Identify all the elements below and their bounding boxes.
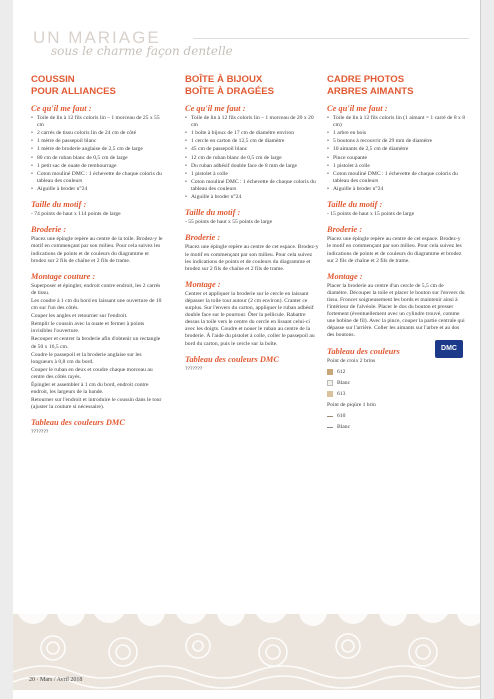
- title-line: COUSSIN: [31, 74, 75, 85]
- list-item: • 1 petit sac de ouate de rembourrage: [31, 163, 165, 170]
- column-cadre: [327, 74, 465, 435]
- list-item: • Coton mouliné DMC : 1 échevette de chaque coloris du tableau des couleurs: [327, 171, 465, 185]
- color-swatch: [327, 380, 333, 386]
- legend-heading: Point de croix 2 brins: [327, 357, 376, 364]
- materials-list: [327, 115, 465, 193]
- materials-list: [31, 115, 165, 193]
- column-coussin: [31, 74, 165, 437]
- embroidery-heading: Broderie :: [185, 233, 221, 243]
- page-spine-edge: [480, 0, 481, 699]
- magazine-page: [13, 0, 481, 699]
- materials-list: [185, 115, 319, 201]
- list-item: • 1 cercle en carton de 12,5 cm de diamètre: [185, 138, 319, 145]
- list-item: • 80 cm de ruban blanc de 0,5 cm de large: [31, 155, 165, 162]
- list-item: • Du ruban adhésif double face de 8 mm de large: [185, 163, 319, 170]
- list-item: • Coton mouliné DMC : 1 échevette de chaque coloris du tableau des couleurs: [31, 171, 165, 185]
- assembly-steps: [31, 283, 165, 412]
- step: Les coudre à 1 cm du bord en laissant une ouverture de 10 cm sur l'un des côtés.: [31, 297, 162, 312]
- embroidery-heading: Broderie :: [31, 225, 67, 235]
- title-line: ARBRES AIMANTS: [327, 85, 414, 97]
- assembly-text: Placer la broderie au centre d'un cercle de 5,5 cm de diamètre. Découper la toile et placer le bouton sur l'envers du tissu. Froncer soigneusement les bords et maintenir ainsi à l'intérieur de l'alvéole. Placer le dos du bouton et presser fortement (éventuellement avec un cylindre trouvé, comme une bobine de fil). Avec la pince, couper la partie centrale qui dépasse sur l'arrière. Coller les aimants sur l'arbre et au dos des boutons.: [327, 282, 465, 339]
- header-rule: [193, 38, 469, 39]
- embroidery-text: Placez une épingle repère au centre de cet espace. Brodez-y le motif en commençant par son milieu. Pour cela suivez les indications de points et de couleurs du diagramme et brodez sur 2 fils de chaîne et 2 fils de trame.: [185, 244, 319, 272]
- step: Couper le ruban en deux et coudre chaque morceau au centre des côtés rayés.: [31, 366, 153, 380]
- materials-heading: Ce qu'il me faut :: [185, 104, 246, 113]
- legend-code: Blanc: [337, 424, 351, 431]
- step: Recouper et centrer la broderie afin d'obtenir un rectangle de 50 x 16,5 cm.: [31, 336, 161, 350]
- color-swatch: [327, 369, 333, 375]
- list-item: • 1 boîte à bijoux de 17 cm de diamètre environ: [185, 130, 319, 137]
- page-folio: 20 · Mars / Avril 2018: [29, 677, 83, 683]
- line-swatch: [327, 416, 333, 417]
- list-item: • Aiguille à broder n°24: [327, 186, 465, 193]
- size-text: - 74 points de haut x 114 points de large: [31, 211, 121, 218]
- embroidery-text: Placez une épingle repère au centre de cet espace. Brodez-y le motif en commençant par son milieu. Pour cela suivez les indications de points et de couleurs du diagramme et brodez sur 2 fils de chaîne et 2 fils de trame.: [327, 236, 462, 264]
- step: Retourner sur l'endroit et introduire le coussin dans le tour (ajuster la couture si nécessaire).: [31, 397, 162, 411]
- title-line: POUR ALLIANCES: [31, 85, 116, 97]
- list-item: • 12 cm de ruban blanc de 0,5 cm de large: [185, 155, 319, 162]
- legend-item: [327, 369, 465, 376]
- header-title: UN MARIAGE: [33, 28, 161, 47]
- section-title: [185, 74, 319, 97]
- legend-code: Blanc: [337, 379, 351, 386]
- assembly-heading: Montage couture :: [31, 271, 96, 281]
- line-swatch: [327, 427, 333, 428]
- column-boite: [185, 74, 319, 373]
- section-title: [31, 74, 165, 97]
- color-table-text: ???????: [185, 365, 203, 372]
- materials-heading: Ce qu'il me faut :: [31, 104, 92, 113]
- step: Épingler et assembler à 1 cm du bord, endroit contre endroit, les largeurs de la bande.: [31, 382, 149, 396]
- step: Couper les angles et retourner sur l'endroit.: [31, 313, 128, 320]
- legend-heading: Point de piqûre 1 brin: [327, 402, 376, 408]
- size-heading: Taille du motif :: [327, 200, 383, 210]
- page-header: [33, 28, 473, 66]
- list-item: • Toile de lin à 12 fils coloris lin (1 aimant = 1 carré de 8 x 8 cm): [327, 115, 465, 129]
- legend-line-item: [327, 413, 465, 420]
- color-table-heading: Tableau des couleurs DMC: [185, 354, 279, 364]
- list-item: • Pince coupante: [327, 155, 465, 162]
- list-item: • 1 mètre de broderie anglaise de 2,5 cm de large: [31, 146, 165, 153]
- color-swatch: [327, 391, 333, 397]
- legend-line-item: [327, 424, 465, 431]
- list-item: • 1 mètre de passepoil blanc: [31, 138, 165, 145]
- list-item: • 10 aimants de 2,5 cm de diamètre: [327, 146, 465, 153]
- materials-heading: Ce qu'il me faut :: [327, 104, 388, 113]
- list-item: • Toile de lin à 12 fils coloris lin – 1 morceau de 20 x 20 cm: [185, 115, 319, 129]
- size-heading: Taille du motif :: [31, 200, 87, 210]
- list-item: • Toile de lin à 12 fils coloris lin – 1 morceau de 25 x 55 cm: [31, 115, 165, 129]
- assembly-heading: Montage :: [327, 271, 363, 281]
- legend-item: [327, 380, 465, 387]
- section-title: [327, 74, 465, 97]
- color-table-heading: Tableau des couleurs DMC: [31, 418, 125, 428]
- step: Coudre le passepoil et la broderie anglaise sur les longueurs à 0,8 cm du bord.: [31, 351, 142, 365]
- legend-code: 613: [337, 390, 346, 397]
- step: Remplir le coussin avec la ouate et fermer à points invisibles l'ouverture.: [31, 321, 145, 335]
- legend-code: 610: [337, 413, 346, 420]
- color-table-text: ???????: [31, 429, 49, 436]
- header-subtitle: sous le charme façon dentelle: [51, 44, 233, 58]
- size-text: - 55 points de haut x 55 points de large: [185, 219, 273, 226]
- legend-item: [327, 391, 465, 398]
- size-text: - 15 points de haut x 15 points de large: [327, 211, 415, 218]
- title-line: BOÎTE À BIJOUX: [185, 74, 263, 85]
- title-line: CADRE PHOTOS: [327, 74, 405, 85]
- step: Superposer et épingler, endroit contre endroit, les 2 carrés de tissu.: [31, 282, 161, 296]
- assembly-text: Centrer et appliquer la broderie sur le cercle en laissant dépasser la toile tout autour (2 cm environ). Cranter ce surplus. Sur l'envers du carton, appliquer le ruban adhésif double face sur le pourtour. Ôter la pellicule. Rabattre dessus la toile vers le centre du cercle en lissant celui-ci avec les doigts. Coudre et nouer le ruban au centre de la broderie. À l'aide du pistolet à colle, coller le passepoil au bord du carton, puis le cercle sur la boîte.: [185, 290, 315, 347]
- list-item: • Aiguille à broder n°24: [185, 194, 319, 201]
- list-item: • 1 arbre en bois: [327, 130, 465, 137]
- list-item: • 2 carrés de tissu coloris lin de 24 cm de côté: [31, 130, 165, 137]
- list-item: • Coton mouliné DMC : 1 échevette de chaque coloris du tableau des couleurs: [185, 179, 319, 193]
- embroidery-text: Placez une épingle repère au centre de la toile. Brodez-y le motif en commençant par son milieu. Pour cela suivez les indications de points et de couleurs du diagramme et brodez sur 2 fils de chaîne et 2 fils de trame.: [31, 236, 163, 264]
- lace-border: [13, 590, 481, 690]
- dmc-logo: DMC: [435, 340, 463, 358]
- list-item: • 1 pistolet à colle: [185, 171, 319, 178]
- color-table-heading: Tableau des couleurs: [327, 346, 400, 356]
- title-line: BOÎTE À DRAGÉES: [185, 85, 275, 97]
- size-heading: Taille du motif :: [185, 208, 241, 218]
- legend-code: 612: [337, 368, 346, 375]
- embroidery-heading: Broderie :: [327, 225, 363, 235]
- list-item: • 5 boutons à recouvrir de 29 mm de diamètre: [327, 138, 465, 145]
- assembly-heading: Montage :: [185, 279, 221, 289]
- list-item: • 1 pistolet à colle: [327, 163, 465, 170]
- list-item: • 45 cm de passepoil blanc: [185, 146, 319, 153]
- list-item: • Aiguille à broder n°24: [31, 186, 165, 193]
